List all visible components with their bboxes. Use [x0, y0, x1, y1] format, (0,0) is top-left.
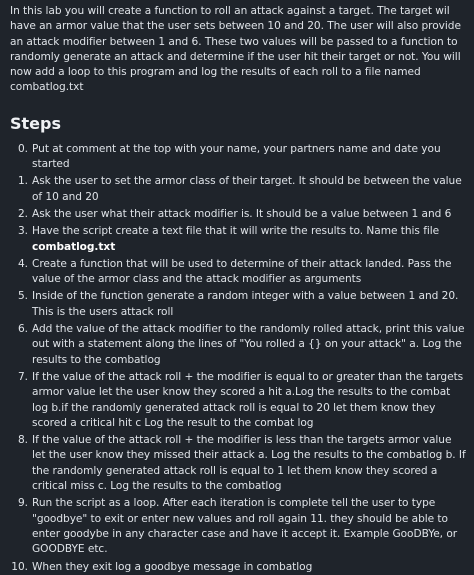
step-number: 1.	[17, 175, 28, 188]
step-text: Inside of the function generate a random integer with a value between 1 and 20. This is the users attack roll	[32, 290, 459, 318]
step-item-3	[10, 224, 466, 255]
step-item-7	[10, 370, 466, 431]
step-number: 8.	[17, 434, 28, 447]
step-item-9	[10, 496, 466, 557]
step-text: Ask the user what their attack modifier is. It should be a value between 1 and 6	[32, 207, 452, 220]
step-number: 2.	[17, 207, 28, 220]
step-text: If the value of the attack roll + the modifier is less than the targets armor value let the user know they missed their attack a. Log the results to the combatlog b. If the randomly generated attack roll is equal to 1 let them know they scored a critical miss c. Log the results to the combatlog	[32, 434, 466, 493]
step-text: If the value of the attack roll + the modifier is equal to or greater than the targets armor value let the user know they scored a hit a.Log the results to the combat log b.if the randomly generated attack roll is equal to 20 let them know they scored a critical hit c Log the result to the combat log	[32, 370, 464, 429]
step-item-8	[10, 433, 466, 494]
step-text: Put at comment at the top with your name, your partners name and date you started	[32, 142, 441, 171]
step-text: Add the value of the attack modifier to the randomly rolled attack, print this value out with a statement along the lines of "You rolled a {} on your attack" a. Log the results to the combatlog	[32, 323, 465, 366]
step-item-4	[10, 257, 466, 288]
step-item-1	[10, 174, 466, 205]
step-number: 4.	[17, 257, 28, 270]
step-item-0	[10, 142, 466, 173]
step-item-10	[10, 560, 466, 575]
step-text: Ask the user to set the armor class of their target. It should be between the value of 10 and 20	[32, 175, 462, 203]
step-number: 0.	[17, 142, 28, 155]
step-text: Run the script as a loop. After each iteration is complete tell the user to type "goodbye" to exit or enter new values and roll again 11. they should be able to enter goodybe in any character case and have it accept it. Example GooDBYe, or GOODBYE etc.	[32, 497, 458, 556]
step-number: 5.	[17, 290, 28, 303]
step-item-2	[10, 207, 466, 222]
filename-bold: combatlog.txt	[32, 240, 116, 253]
step-text-container	[32, 224, 466, 255]
step-text: When they exit log a goodbye message in combatlog	[32, 560, 313, 573]
step-item-6	[10, 322, 466, 368]
steps-list	[10, 142, 466, 575]
step-number: 7.	[17, 370, 28, 383]
step-text: Have the script create a text file that it will write the results to. Name this file	[32, 225, 440, 238]
step-item-5	[10, 289, 466, 320]
step-number: 3.	[17, 225, 28, 238]
steps-heading: Steps	[10, 113, 61, 133]
step-number: 6.	[17, 323, 28, 336]
step-number: 9.	[17, 497, 28, 510]
step-text: Create a function that will be used to determine of their attack landed. Pass the value of the armor class and the attack modifier as arguments	[32, 257, 452, 286]
intro-paragraph: In this lab you will create a function to roll an attack against a target. The target wil have an armor value that the user sets between 10 and 20. The user will also provide an attack modifier between 1 and 6. These two values will be passed to a function to randomly generate an attack and determine if the user hit their target or not. You will now add a loop to this program and log the results of each roll to a file named combatlog.txt	[10, 5, 461, 94]
step-number: 10.	[11, 560, 28, 573]
